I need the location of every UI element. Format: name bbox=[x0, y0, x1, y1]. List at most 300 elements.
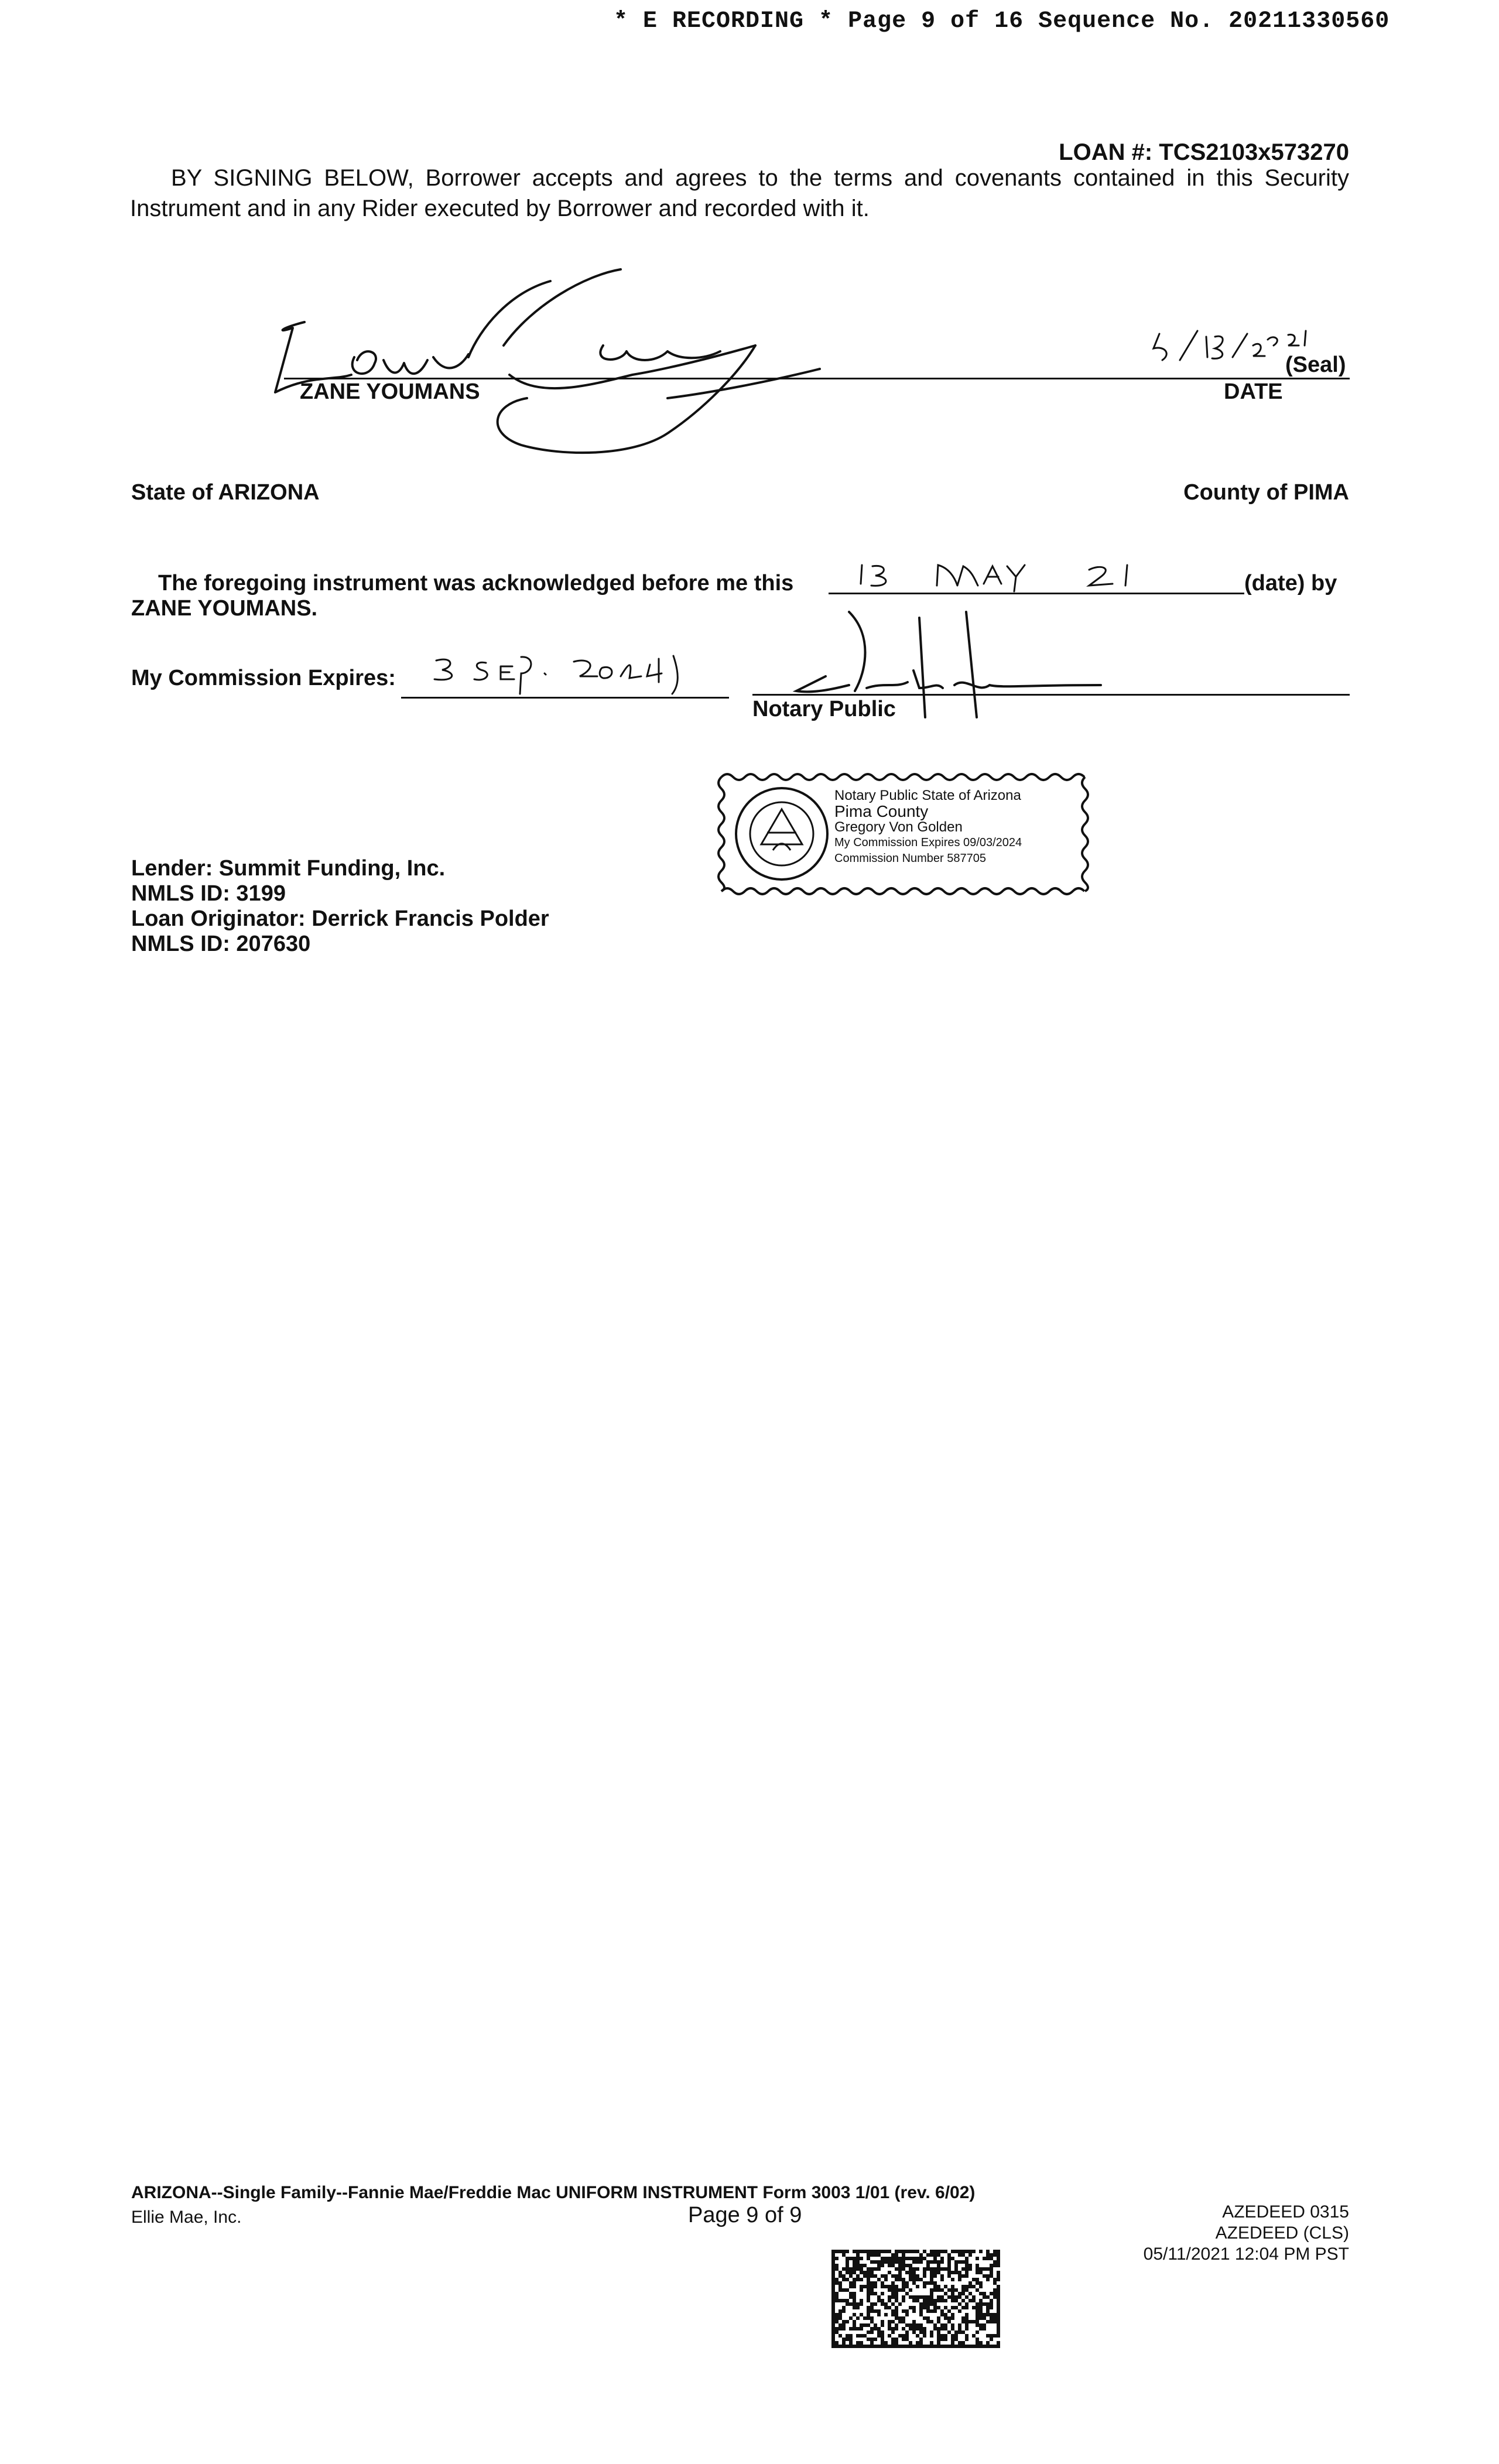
barcode-module bbox=[958, 2309, 961, 2313]
barcode-module bbox=[870, 2306, 874, 2309]
barcode-module bbox=[940, 2323, 944, 2327]
barcode-module bbox=[853, 2320, 856, 2323]
barcode-module bbox=[877, 2278, 881, 2281]
barcode-module bbox=[951, 2316, 954, 2320]
barcode-module bbox=[856, 2306, 860, 2309]
barcode-module bbox=[937, 2260, 940, 2264]
footer-page-number: Page 9 of 9 bbox=[688, 2203, 802, 2227]
barcode-module bbox=[933, 2299, 937, 2302]
barcode-module bbox=[933, 2274, 937, 2278]
barcode-module bbox=[912, 2278, 916, 2281]
barcode-module bbox=[923, 2302, 926, 2306]
barcode-module bbox=[916, 2260, 919, 2264]
barcode-module bbox=[944, 2299, 947, 2302]
barcode-module bbox=[926, 2260, 930, 2264]
barcode-module bbox=[986, 2253, 990, 2257]
barcode-module bbox=[947, 2271, 951, 2274]
barcode-module bbox=[930, 2267, 933, 2271]
barcode-module bbox=[905, 2323, 909, 2327]
barcode-module bbox=[849, 2327, 853, 2330]
barcode-module bbox=[937, 2267, 940, 2271]
barcode-module bbox=[919, 2306, 923, 2309]
footer-codes bbox=[1144, 2202, 1349, 2265]
barcode-module bbox=[898, 2278, 902, 2281]
barcode-module bbox=[877, 2250, 881, 2253]
barcode-module bbox=[898, 2302, 902, 2306]
barcode-module bbox=[979, 2299, 983, 2302]
barcode-module bbox=[947, 2330, 951, 2334]
barcode-module bbox=[846, 2278, 849, 2281]
barcode-module bbox=[877, 2264, 881, 2267]
barcode-module bbox=[965, 2334, 968, 2338]
barcode-module bbox=[951, 2338, 954, 2341]
barcode-module bbox=[895, 2257, 898, 2260]
barcode-module bbox=[898, 2345, 902, 2348]
barcode-module bbox=[951, 2250, 954, 2253]
barcode-module bbox=[933, 2309, 937, 2313]
barcode-module bbox=[940, 2288, 944, 2292]
barcode-module bbox=[909, 2345, 912, 2348]
barcode-module bbox=[902, 2295, 905, 2299]
barcode-module bbox=[930, 2260, 933, 2264]
barcode-module bbox=[853, 2264, 856, 2267]
barcode-module bbox=[916, 2295, 919, 2299]
barcode-module bbox=[902, 2260, 905, 2264]
barcode-module bbox=[933, 2253, 937, 2257]
barcode-module bbox=[986, 2341, 990, 2345]
barcode-module bbox=[902, 2253, 905, 2257]
barcode-module bbox=[867, 2299, 870, 2302]
barcode-module bbox=[986, 2250, 990, 2253]
ack-date-handwriting bbox=[855, 559, 1183, 594]
barcode-module bbox=[856, 2316, 860, 2320]
barcode-module bbox=[849, 2292, 853, 2295]
barcode-module bbox=[891, 2260, 895, 2264]
barcode-module bbox=[919, 2260, 923, 2264]
barcode-module bbox=[916, 2323, 919, 2327]
barcode-module bbox=[972, 2299, 976, 2302]
barcode-module bbox=[874, 2285, 877, 2288]
barcode-module bbox=[951, 2295, 954, 2299]
barcode-module bbox=[926, 2316, 930, 2320]
barcode-module bbox=[898, 2274, 902, 2278]
barcode-module bbox=[881, 2285, 884, 2288]
barcode-module bbox=[947, 2264, 951, 2267]
barcode-module bbox=[831, 2323, 835, 2327]
barcode-module bbox=[916, 2257, 919, 2260]
barcode-module bbox=[976, 2288, 979, 2292]
barcode-module bbox=[923, 2327, 926, 2330]
barcode-module bbox=[923, 2250, 926, 2253]
barcode-module bbox=[937, 2338, 940, 2341]
barcode-module bbox=[849, 2334, 853, 2338]
loan-number: LOAN #: TCS2103x573270 bbox=[1059, 139, 1349, 165]
barcode-module bbox=[902, 2257, 905, 2260]
barcode-module bbox=[895, 2250, 898, 2253]
barcode-module bbox=[944, 2316, 947, 2320]
barcode-module bbox=[993, 2253, 997, 2257]
barcode-module bbox=[972, 2320, 976, 2323]
barcode-module bbox=[849, 2274, 853, 2278]
barcode-module bbox=[944, 2313, 947, 2316]
barcode-module bbox=[888, 2345, 891, 2348]
barcode-module bbox=[863, 2250, 867, 2253]
barcode-module bbox=[835, 2316, 839, 2320]
barcode-module bbox=[983, 2257, 986, 2260]
barcode-module bbox=[912, 2306, 916, 2309]
commission-line bbox=[401, 697, 729, 699]
barcode-module bbox=[856, 2334, 860, 2338]
barcode-module bbox=[933, 2250, 937, 2253]
barcode-module bbox=[990, 2257, 993, 2260]
barcode-module bbox=[997, 2250, 1000, 2253]
barcode-module bbox=[933, 2260, 937, 2264]
footer-timestamp: 05/11/2021 12:04 PM PST bbox=[1143, 2244, 1349, 2264]
barcode-module bbox=[835, 2250, 839, 2253]
barcode-module bbox=[937, 2299, 940, 2302]
barcode-module bbox=[947, 2253, 951, 2257]
barcode-module bbox=[923, 2316, 926, 2320]
barcode-module bbox=[951, 2327, 954, 2330]
barcode-module bbox=[951, 2345, 954, 2348]
barcode-module bbox=[976, 2309, 979, 2313]
barcode-module bbox=[912, 2260, 916, 2264]
barcode-module bbox=[842, 2288, 846, 2292]
barcode-module bbox=[968, 2264, 972, 2267]
barcode-module bbox=[831, 2341, 835, 2345]
barcode-module bbox=[884, 2341, 888, 2345]
barcode-module bbox=[877, 2253, 881, 2257]
barcode-module bbox=[997, 2341, 1000, 2345]
barcode-module bbox=[898, 2288, 902, 2292]
barcode-module bbox=[930, 2281, 933, 2285]
barcode-module bbox=[839, 2281, 842, 2285]
barcode-module bbox=[961, 2250, 965, 2253]
barcode-module bbox=[961, 2341, 965, 2345]
barcode-module bbox=[909, 2250, 912, 2253]
barcode-module bbox=[940, 2338, 944, 2341]
barcode-module bbox=[891, 2253, 895, 2257]
barcode-module bbox=[916, 2267, 919, 2271]
barcode-module bbox=[909, 2278, 912, 2281]
barcode-module bbox=[997, 2285, 1000, 2288]
barcode-module bbox=[835, 2345, 839, 2348]
barcode-module bbox=[884, 2278, 888, 2281]
barcode-module bbox=[986, 2313, 990, 2316]
barcode-module bbox=[965, 2306, 968, 2309]
barcode-module bbox=[831, 2257, 835, 2260]
barcode-module bbox=[923, 2285, 926, 2288]
barcode-module bbox=[958, 2278, 961, 2281]
barcode-module bbox=[986, 2306, 990, 2309]
barcode-module bbox=[881, 2264, 884, 2267]
barcode-module bbox=[930, 2278, 933, 2281]
barcode-module bbox=[912, 2323, 916, 2327]
barcode-module bbox=[976, 2267, 979, 2271]
barcode-module bbox=[940, 2250, 944, 2253]
footer-form-line: ARIZONA--Single Family--Fannie Mae/Freddie Mac UNIFORM INSTRUMENT Form 3003 1/01 (rev. 6/02) bbox=[131, 2183, 976, 2202]
barcode-module bbox=[926, 2309, 930, 2313]
barcode-module bbox=[849, 2267, 853, 2271]
barcode-module bbox=[849, 2281, 853, 2285]
barcode-module bbox=[891, 2257, 895, 2260]
barcode-module bbox=[860, 2257, 863, 2260]
barcode-module bbox=[831, 2250, 835, 2253]
barcode-module bbox=[997, 2306, 1000, 2309]
barcode-module bbox=[853, 2285, 856, 2288]
date-label: DATE bbox=[1224, 379, 1283, 404]
barcode-module bbox=[958, 2260, 961, 2264]
barcode-module bbox=[954, 2306, 958, 2309]
barcode-module bbox=[933, 2323, 937, 2327]
barcode-module bbox=[951, 2313, 954, 2316]
barcode-module bbox=[986, 2345, 990, 2348]
barcode-module bbox=[881, 2330, 884, 2334]
barcode-module bbox=[849, 2271, 853, 2274]
barcode-module bbox=[891, 2281, 895, 2285]
barcode-module bbox=[831, 2299, 835, 2302]
barcode-module bbox=[905, 2313, 909, 2316]
barcode-module bbox=[853, 2271, 856, 2274]
barcode-module bbox=[874, 2281, 877, 2285]
barcode-module bbox=[902, 2264, 905, 2267]
barcode-module bbox=[954, 2334, 958, 2338]
barcode-module bbox=[979, 2323, 983, 2327]
barcode-module bbox=[997, 2320, 1000, 2323]
barcode-module bbox=[909, 2323, 912, 2327]
barcode-module bbox=[842, 2327, 846, 2330]
barcode-module bbox=[835, 2264, 839, 2267]
barcode-module bbox=[923, 2306, 926, 2309]
barcode-module bbox=[972, 2295, 976, 2299]
barcode-module bbox=[923, 2345, 926, 2348]
barcode-module bbox=[923, 2257, 926, 2260]
barcode-module bbox=[846, 2338, 849, 2341]
barcode-module bbox=[881, 2299, 884, 2302]
barcode-module bbox=[951, 2278, 954, 2281]
barcode-module bbox=[902, 2316, 905, 2320]
barcode-module bbox=[954, 2295, 958, 2299]
barcode-module bbox=[968, 2285, 972, 2288]
barcode-module bbox=[860, 2341, 863, 2345]
barcode-module bbox=[895, 2253, 898, 2257]
barcode-module bbox=[877, 2327, 881, 2330]
barcode-module bbox=[940, 2274, 944, 2278]
barcode-module bbox=[846, 2257, 849, 2260]
barcode-module bbox=[846, 2267, 849, 2271]
barcode-module bbox=[916, 2278, 919, 2281]
barcode-module bbox=[937, 2285, 940, 2288]
barcode-module bbox=[961, 2330, 965, 2334]
barcode-module bbox=[930, 2330, 933, 2334]
barcode-module bbox=[926, 2320, 930, 2323]
barcode-module bbox=[954, 2250, 958, 2253]
barcode-module bbox=[839, 2274, 842, 2278]
barcode-module bbox=[947, 2345, 951, 2348]
barcode-module bbox=[895, 2288, 898, 2292]
barcode-module bbox=[870, 2250, 874, 2253]
barcode-module bbox=[831, 2281, 835, 2285]
barcode-module bbox=[839, 2271, 842, 2274]
barcode-module bbox=[870, 2338, 874, 2341]
barcode-module bbox=[958, 2341, 961, 2345]
barcode-module bbox=[997, 2330, 1000, 2334]
barcode-module bbox=[919, 2302, 923, 2306]
barcode-module bbox=[902, 2309, 905, 2313]
barcode-module bbox=[846, 2260, 849, 2264]
barcode-module bbox=[853, 2302, 856, 2306]
barcode-module bbox=[856, 2264, 860, 2267]
barcode-module bbox=[933, 2306, 937, 2309]
barcode-module bbox=[881, 2302, 884, 2306]
barcode-module bbox=[856, 2327, 860, 2330]
barcode-module bbox=[860, 2334, 863, 2338]
barcode-module bbox=[958, 2292, 961, 2295]
stamp-county: Pima County bbox=[834, 802, 929, 820]
barcode-module bbox=[853, 2267, 856, 2271]
barcode-module bbox=[961, 2345, 965, 2348]
barcode-module bbox=[895, 2341, 898, 2345]
barcode-module bbox=[831, 2264, 835, 2267]
barcode-module bbox=[846, 2250, 849, 2253]
barcode-module bbox=[958, 2345, 961, 2348]
barcode-module bbox=[870, 2345, 874, 2348]
barcode-module bbox=[895, 2345, 898, 2348]
barcode-module bbox=[961, 2316, 965, 2320]
barcode-module bbox=[835, 2313, 839, 2316]
barcode-module bbox=[877, 2345, 881, 2348]
barcode-module bbox=[919, 2257, 923, 2260]
barcode-module bbox=[983, 2345, 986, 2348]
barcode-module bbox=[881, 2345, 884, 2348]
barcode-module bbox=[954, 2267, 958, 2271]
barcode-module bbox=[983, 2267, 986, 2271]
barcode-module bbox=[926, 2253, 930, 2257]
barcode-module bbox=[877, 2330, 881, 2334]
barcode-module bbox=[972, 2278, 976, 2281]
barcode-module bbox=[976, 2323, 979, 2327]
barcode-module bbox=[853, 2295, 856, 2299]
barcode-module bbox=[983, 2292, 986, 2295]
barcode-module bbox=[839, 2285, 842, 2288]
barcode-module bbox=[867, 2267, 870, 2271]
barcode-module bbox=[937, 2327, 940, 2330]
barcode-module bbox=[993, 2345, 997, 2348]
barcode-module bbox=[951, 2285, 954, 2288]
barcode-module bbox=[940, 2334, 944, 2338]
barcode-module bbox=[884, 2345, 888, 2348]
barcode-module bbox=[856, 2274, 860, 2278]
barcode-module bbox=[933, 2302, 937, 2306]
barcode-module bbox=[839, 2299, 842, 2302]
barcode-module bbox=[870, 2316, 874, 2320]
barcode-module bbox=[944, 2323, 947, 2327]
barcode-module bbox=[863, 2323, 867, 2327]
barcode-module bbox=[997, 2302, 1000, 2306]
barcode-module bbox=[867, 2292, 870, 2295]
barcode-module bbox=[870, 2292, 874, 2295]
barcode-module bbox=[968, 2250, 972, 2253]
barcode-module bbox=[923, 2299, 926, 2302]
barcode-module bbox=[979, 2250, 983, 2253]
barcode-module bbox=[997, 2292, 1000, 2295]
barcode-module bbox=[961, 2267, 965, 2271]
barcode-module bbox=[961, 2288, 965, 2292]
barcode-module bbox=[930, 2345, 933, 2348]
barcode-module bbox=[867, 2271, 870, 2274]
barcode-module bbox=[976, 2278, 979, 2281]
barcode-module bbox=[965, 2285, 968, 2288]
barcode-module bbox=[853, 2323, 856, 2327]
barcode-module bbox=[947, 2320, 951, 2323]
barcode-module bbox=[839, 2323, 842, 2327]
barcode-module bbox=[839, 2327, 842, 2330]
barcode-module bbox=[947, 2267, 951, 2271]
barcode-module bbox=[912, 2257, 916, 2260]
barcode-module bbox=[926, 2267, 930, 2271]
barcode-module bbox=[895, 2274, 898, 2278]
borrower-signature bbox=[258, 258, 990, 463]
barcode-module bbox=[846, 2320, 849, 2323]
barcode-module bbox=[944, 2345, 947, 2348]
barcode-module bbox=[898, 2257, 902, 2260]
barcode-module bbox=[846, 2345, 849, 2348]
barcode-module bbox=[888, 2323, 891, 2327]
barcode-module bbox=[979, 2267, 983, 2271]
barcode-module bbox=[919, 2278, 923, 2281]
barcode-module bbox=[863, 2264, 867, 2267]
barcode-module bbox=[867, 2281, 870, 2285]
barcode-module bbox=[930, 2250, 933, 2253]
footer-code-2: AZEDEED (CLS) bbox=[1215, 2223, 1349, 2243]
barcode-module bbox=[874, 2323, 877, 2327]
barcode-module bbox=[867, 2253, 870, 2257]
barcode-module bbox=[902, 2278, 905, 2281]
barcode-module bbox=[947, 2274, 951, 2278]
barcode-module bbox=[958, 2295, 961, 2299]
barcode-module bbox=[846, 2288, 849, 2292]
barcode-module bbox=[912, 2320, 916, 2323]
barcode-module bbox=[898, 2334, 902, 2338]
barcode-module bbox=[923, 2295, 926, 2299]
barcode-module bbox=[933, 2345, 937, 2348]
barcode-module bbox=[895, 2313, 898, 2316]
barcode-module bbox=[860, 2271, 863, 2274]
barcode-module bbox=[951, 2341, 954, 2345]
barcode-module bbox=[909, 2264, 912, 2267]
barcode-module bbox=[888, 2285, 891, 2288]
barcode-module bbox=[898, 2250, 902, 2253]
stamp-commission-number: Commission Number 587705 bbox=[834, 852, 987, 865]
barcode-module bbox=[877, 2260, 881, 2264]
barcode-module bbox=[891, 2285, 895, 2288]
barcode-module bbox=[919, 2253, 923, 2257]
barcode-module bbox=[926, 2306, 930, 2309]
barcode-module bbox=[947, 2288, 951, 2292]
barcode-module bbox=[916, 2334, 919, 2338]
barcode-module bbox=[860, 2264, 863, 2267]
barcode-module bbox=[990, 2264, 993, 2267]
barcode-module bbox=[937, 2316, 940, 2320]
barcode-module bbox=[947, 2260, 951, 2264]
barcode-module bbox=[884, 2250, 888, 2253]
barcode-module bbox=[842, 2250, 846, 2253]
barcode-module bbox=[997, 2260, 1000, 2264]
stamp-expiration: My Commission Expires 09/03/2024 bbox=[834, 836, 1022, 849]
barcode-module bbox=[831, 2338, 835, 2341]
footer-code-1: AZEDEED 0315 bbox=[1222, 2202, 1349, 2222]
barcode-module bbox=[972, 2334, 976, 2338]
